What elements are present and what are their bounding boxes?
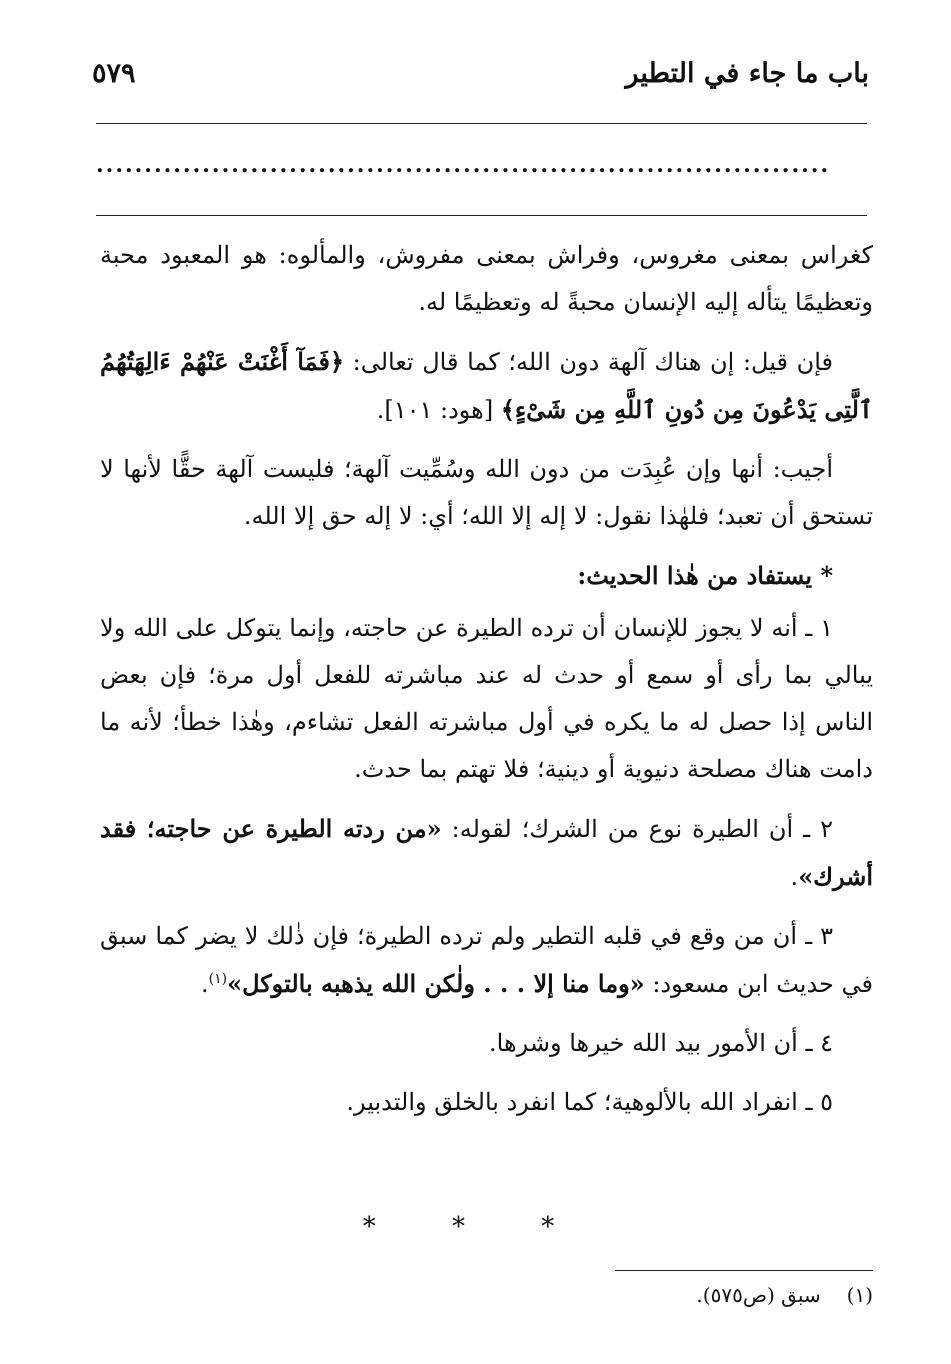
- benefit-item-2: [100, 805, 873, 901]
- omitted-text-dots: ............................................................................: [96, 152, 831, 178]
- paragraph-lexical: كغراس بمعنى مغروس، وفراش بمعنى مفروش، والمألوه: هو المعبود محبة وتعظيمًا يتأله إليه الإنسان محبةً له وتعظيمًا له.: [100, 241, 873, 316]
- item-2-text: ٢ ـ أن الطيرة نوع من الشرك؛ لقوله:: [441, 815, 833, 843]
- chapter-title: باب ما جاء في التطير: [625, 58, 869, 89]
- header-rule-bottom: [96, 215, 867, 216]
- benefit-item-4: ٤ ـ أن الأمور بيد الله خيرها وشرها.: [489, 1029, 833, 1057]
- verse-reference: [هود: ١٠١].: [376, 396, 501, 424]
- footnote-rule: [615, 1270, 873, 1271]
- section-heading: * يستفاد من هٰذا الحديث:: [577, 561, 833, 590]
- benefit-item-5: ٥ ـ انفراد الله بالألوهية؛ كما انفرد بالخلق والتدبير.: [346, 1088, 833, 1116]
- running-header: [92, 58, 869, 108]
- quran-verse: ﴿فَمَآ أَغْنَتْ عَنْهُمْ ءَالِهَتُهُمُ ٱلَّتِى يَدْعُونَ مِن دُونِ ٱللَّهِ مِن شَىْءٍ﴾: [100, 347, 873, 424]
- footnote-number: (١): [846, 1283, 873, 1307]
- header-rule-top: [96, 123, 867, 124]
- item-2-end: .: [790, 863, 799, 891]
- item-3-end: .: [200, 970, 209, 998]
- main-text: [100, 232, 873, 1138]
- hadith-quote: «من ردته الطيرة عن حاجته؛ فقد أشرك»: [100, 814, 873, 891]
- hadith-quote: «وما منا إلا . . . ولٰكن الله يذهبه بالتوكل»: [227, 969, 645, 998]
- item-3-text: ٣ ـ أن من وقع في قلبه التطير ولم ترده الطيرة؛ فإن ذٰلك لا يضر كما سبق في حديث ابن مسعود:: [100, 922, 873, 998]
- objection-text: فإن قيل: إن هناك آلهة دون الله؛ كما قال تعالى:: [344, 348, 833, 376]
- footnote: [696, 1280, 873, 1310]
- section-separator: * * *: [362, 1212, 589, 1242]
- benefit-item-3: [100, 913, 873, 1008]
- paragraph-answer: أجيب: أنها وإن عُبِدَت من دون الله وسُمِّيت آلهة؛ فليست آلهة حقًّا لأنها لا تستحق أن تعبد؛ فلهٰذا نقول: لا إله إلا الله؛ أي: لا إله حق إلا الله.: [100, 455, 873, 530]
- footnote-marker: (١): [208, 971, 228, 987]
- paragraph-objection: [100, 338, 873, 434]
- benefit-item-1: ١ ـ أنه لا يجوز للإنسان أن ترده الطيرة عن حاجته، وإنما يتوكل على الله ولا يبالي بما رأى أو سمع أو حدث له عند مباشرته للفعل أول مرة؛ فإن بعض الناس إذا حصل له ما يكره في أول مباشرته الفعل تشاءم، وهٰذا خطأ؛ لأنه ما دامت هناك مصلحة دنيوية أو دينية؛ فلا تهتم بما حدث.: [100, 614, 873, 783]
- page-number: ٥٧٩: [92, 58, 136, 89]
- footnote-text: سبق (ص٥٧٥).: [696, 1283, 821, 1307]
